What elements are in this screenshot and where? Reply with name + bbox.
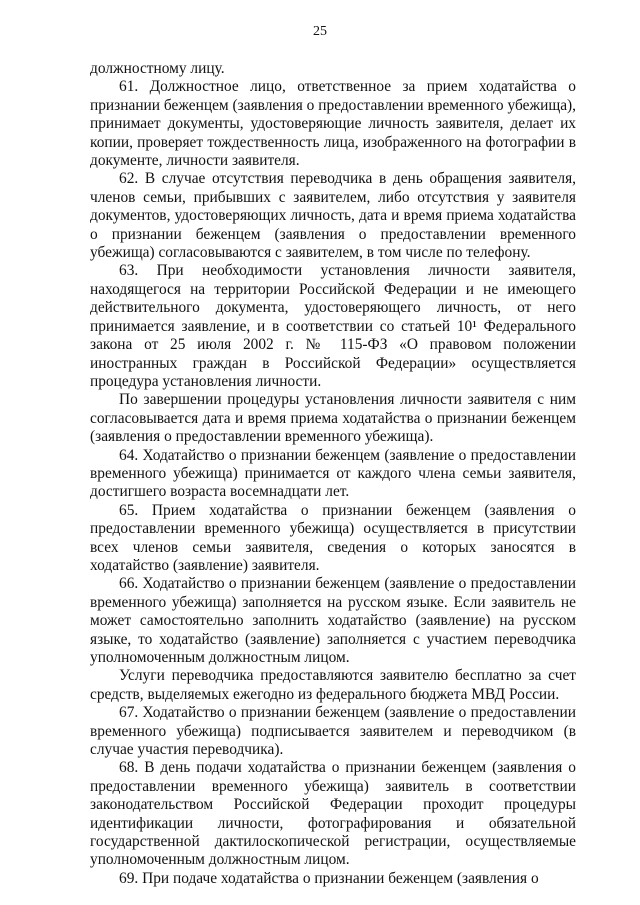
paragraph: 68. В день подачи ходатайства о признании беженцем (заявления о предоставлении временного убежища) заявитель в соответствии законодательством Российской Федерации проходит процедуры идентификации личности, фотографирования и обязательной государственной дактилоскопической регистрации, осуществляемые уполномоченным должностным лицом. [90, 759, 576, 869]
paragraph: По завершении процедуры установления личности заявителя с ним согласовывается дата и время приема ходатайства о признании беженцем (заявления о предоставлении временного убежища). [90, 391, 576, 446]
paragraph: 62. В случае отсутствия переводчика в день обращения заявителя, членов семьи, прибывших с заявителем, либо отсутствия у заявителя документов, удостоверяющих личность, дата и время приема ходатайства о признании беженцем (заявления о предоставлении временного убежища) согласовываются с заявителем, в том числе по телефону. [90, 170, 576, 262]
paragraph: 64. Ходатайство о признании беженцем (заявление о предоставлении временного убежища) принимается от каждого члена семьи заявителя, достигшего возраста восемнадцати лет. [90, 446, 576, 501]
paragraph: 63. При необходимости установления личности заявителя, находящегося на территории Российской Федерации и не имеющего действительного документа, удостоверяющего личность, от него принимается заявление, и в соответствии со статьей 10¹ Федерального закона от 25 июля 2002 г. № 115-ФЗ «О правовом положении иностранных граждан в Российской Федерации» осуществляется процедура установления личности. [90, 262, 576, 390]
paragraph: Услуги переводчика предоставляются заявителю бесплатно за счет средств, выделяемых ежегодно из федерального бюджета МВД России. [90, 667, 576, 703]
paragraph: 65. Прием ходатайства о признании беженцем (заявления о предоставлении временного убежища) осуществляется в присутствии всех членов семьи заявителя, сведения о которых заносятся в ходатайство (заявление) заявителя. [90, 501, 576, 574]
paragraph: 69. При подаче ходатайства о признании беженцем (заявления о [119, 869, 539, 887]
paragraph: 61. Должностное лицо, ответственное за прием ходатайства о признании беженцем (заявления о предоставлении временного убежища), принимает документы, удостоверяющие личность заявителя, делает их копии, проверяет тождественность лица, изображенного на фотографии в документе, личности заявителя. [90, 78, 576, 170]
paragraph: 66. Ходатайство о признании беженцем (заявление о предоставлении временного убежища) заполняется на русском языке. Если заявитель не может самостоятельно заполнить ходатайство (заявление) на русском языке, то ходатайство (заявление) заполняется с участием переводчика уполномоченным должностным лицом. [90, 575, 576, 666]
page-number: 25 [313, 24, 327, 39]
paragraph: 67. Ходатайство о признании беженцем (заявление о предоставлении временного убежища) подписывается заявителем и переводчиком (в случае участия переводчика). [90, 704, 576, 759]
text-body [90, 60, 576, 888]
paragraph: должностному лицу. [90, 60, 225, 77]
